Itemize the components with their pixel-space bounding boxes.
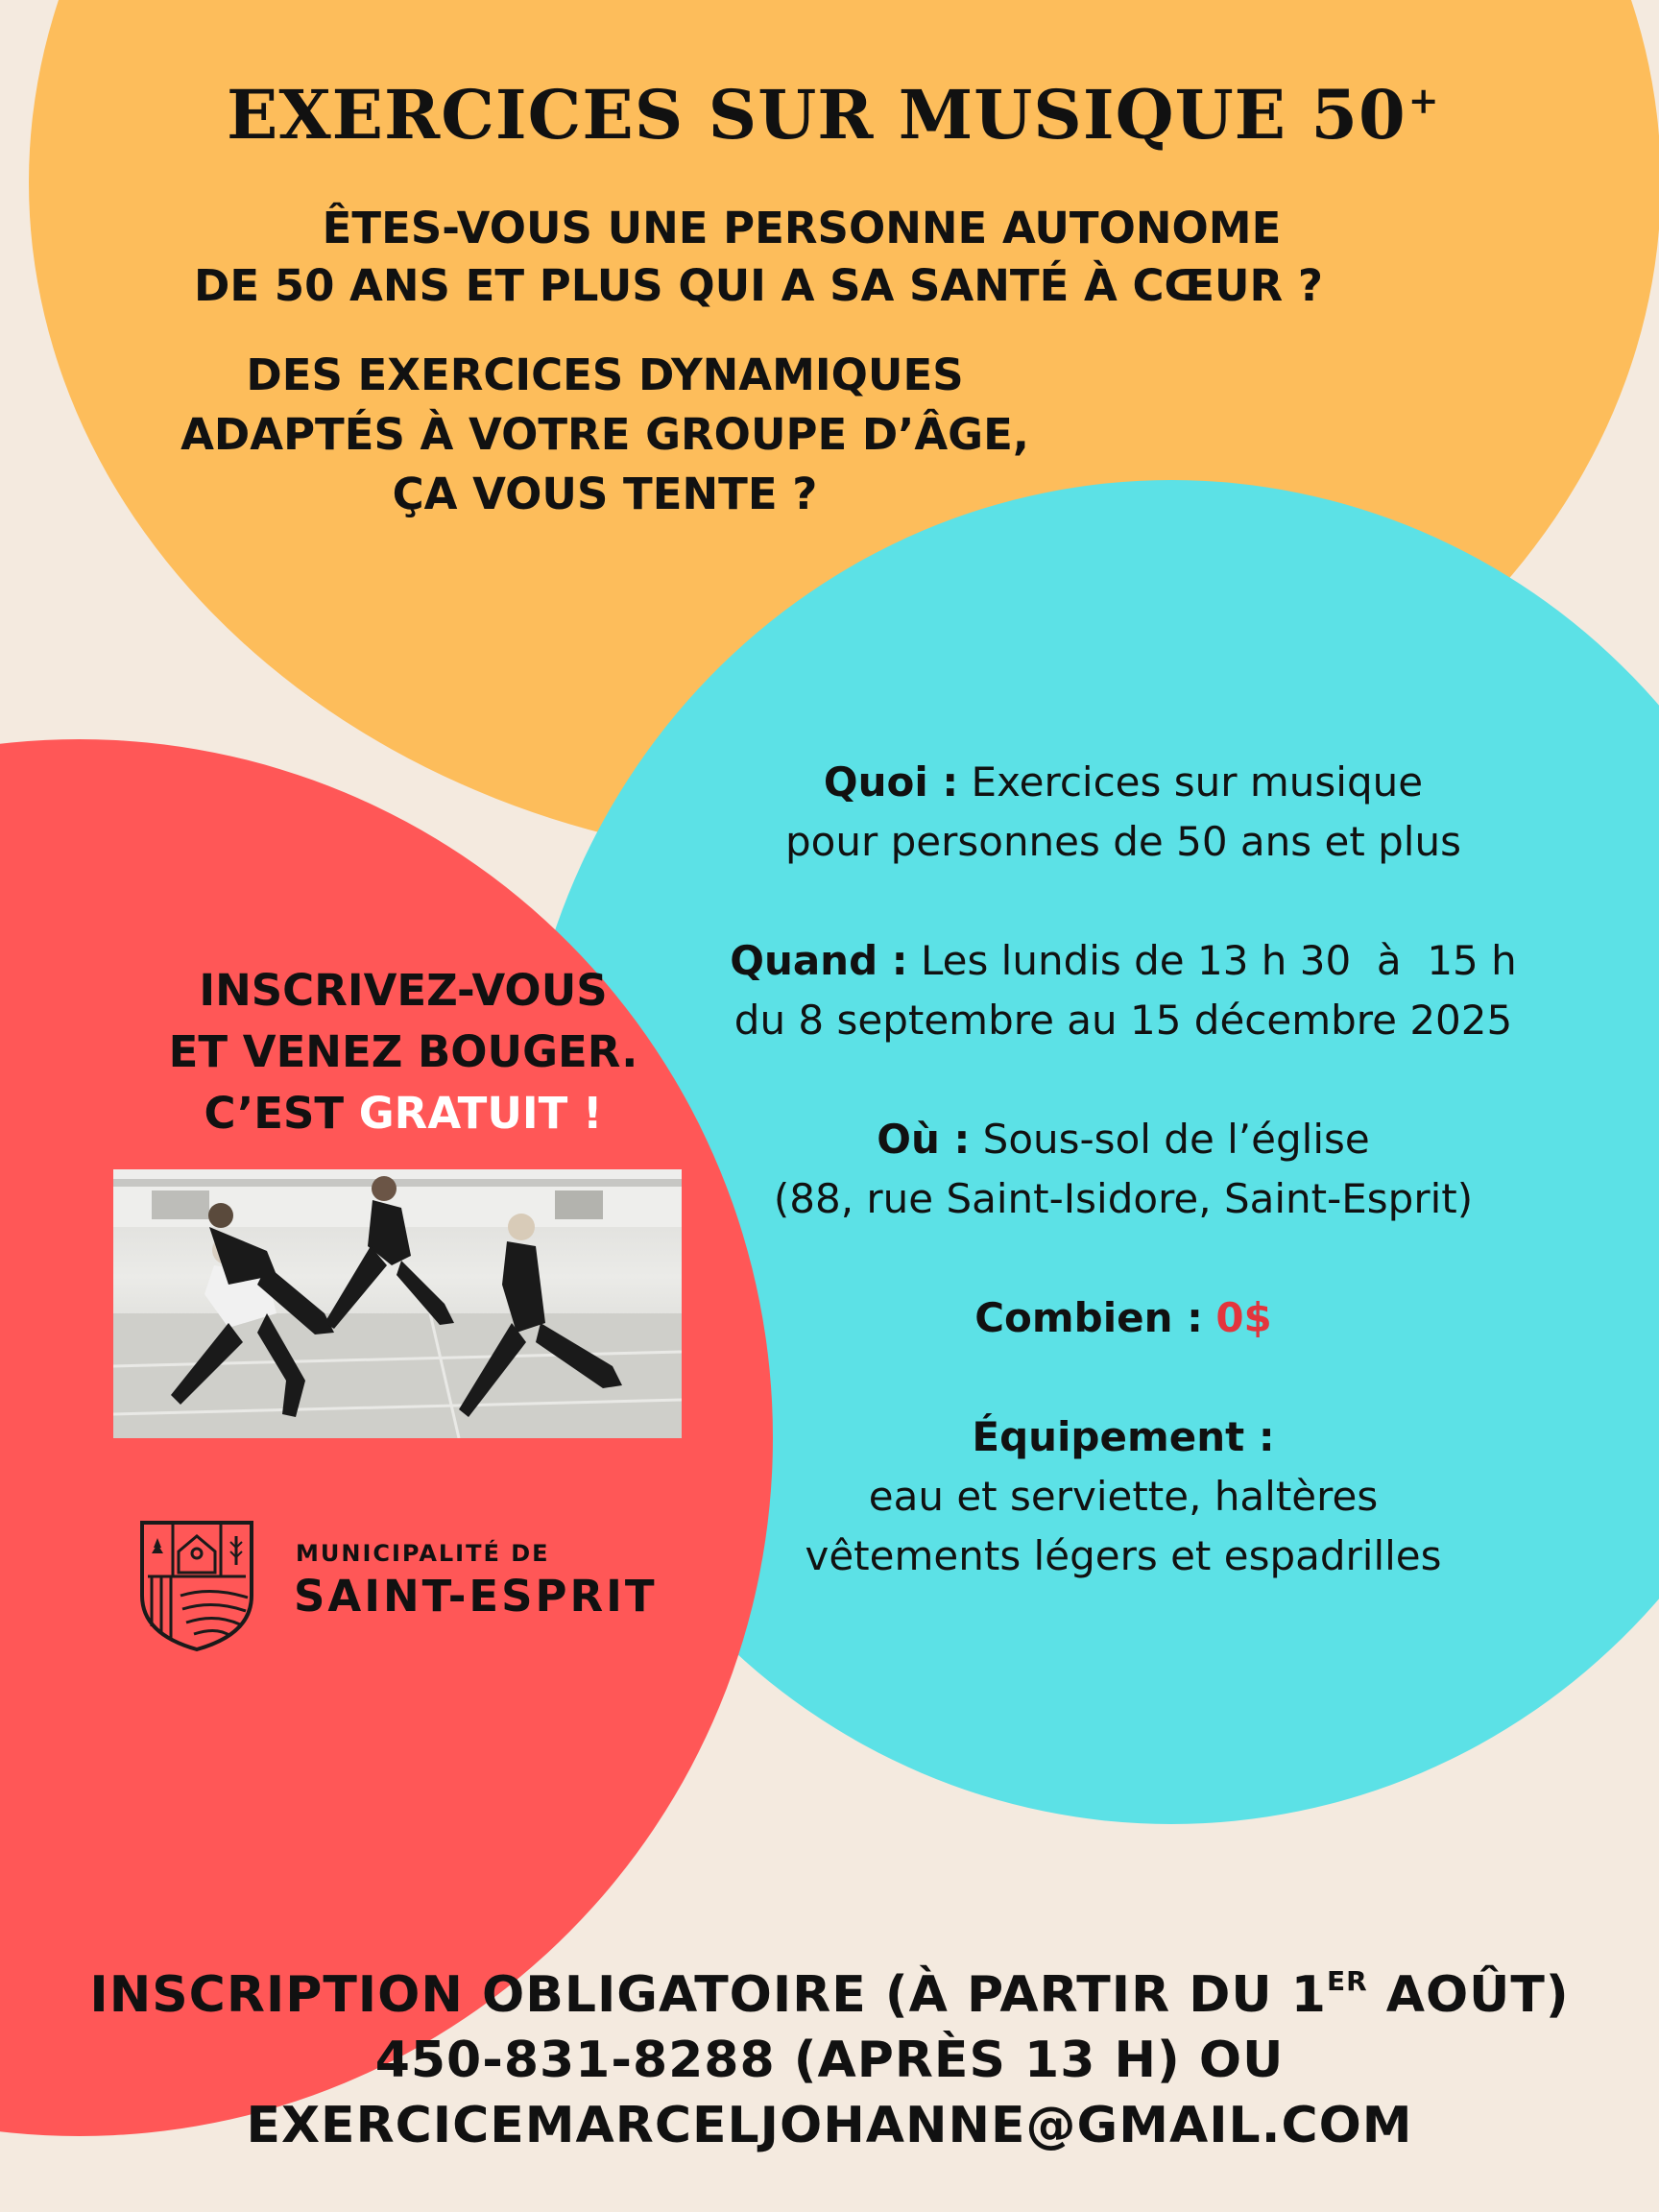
where-value: Sous-sol de l’église — [982, 1116, 1370, 1163]
when-value: Les lundis de 13 h 30 à 15 h — [920, 937, 1517, 984]
where-address: (88, rue Saint-Isidore, Saint-Esprit) — [773, 1175, 1474, 1222]
equipment-line: eau et serviette, haltères — [868, 1473, 1379, 1520]
registration-text-end: AOÛT) — [1367, 1966, 1570, 2024]
free-highlight: GRATUIT ! — [358, 1088, 603, 1139]
cta-line: INSCRIVEZ-VOUS — [199, 965, 608, 1016]
equipment-label: Équipement : — [972, 1413, 1275, 1460]
phone-number: 450-831-8288 (APRÈS 13 H) OU — [374, 2032, 1285, 2089]
activity-question — [154, 346, 1114, 524]
title-plus: + — [1407, 79, 1440, 122]
when-value-line2: du 8 septembre au 15 décembre 2025 — [733, 997, 1513, 1044]
detail-when — [691, 931, 1555, 1050]
equipment-line: vêtements légers et espadrilles — [805, 1532, 1442, 1579]
activity-question-line: DES EXERCICES DYNAMIQUES — [246, 349, 964, 400]
exercise-photo — [113, 1169, 682, 1438]
cta-line: C’EST — [204, 1088, 359, 1139]
exercise-photo-illustration — [113, 1169, 682, 1438]
cta-line: ET VENEZ BOUGER. — [168, 1026, 638, 1077]
what-value-line2: pour personnes de 50 ans et plus — [785, 818, 1461, 865]
page-title — [227, 75, 1440, 155]
email-address: EXERCICEMARCELJOHANNE@GMAIL.COM — [246, 2097, 1413, 2154]
registration-footer — [0, 1949, 1659, 2158]
call-to-action — [115, 960, 691, 1144]
intro-question-line: DE 50 ANS ET PLUS QUI A SA SANTÉ À CŒUR ? — [194, 260, 1323, 311]
registration-sup: ER — [1326, 1965, 1368, 1997]
what-value: Exercices sur musique — [971, 758, 1424, 805]
detail-cost — [691, 1288, 1555, 1348]
municipality-label: MUNICIPALITÉ DE — [296, 1540, 550, 1567]
when-label: Quand : — [730, 937, 908, 984]
title-text: EXERCICES SUR MUSIQUE 50 — [227, 75, 1407, 155]
municipal-crest-icon — [134, 1509, 259, 1653]
registration-text: INSCRIPTION OBLIGATOIRE (À PARTIR DU 1 — [89, 1966, 1327, 2024]
activity-question-line: ADAPTÉS À VOTRE GROUPE D’ÂGE, — [180, 409, 1029, 460]
detail-what — [691, 753, 1555, 872]
intro-question-line: ÊTES-VOUS UNE PERSONNE AUTONOME — [322, 203, 1282, 253]
cost-value: 0$ — [1215, 1294, 1272, 1341]
cost-label: Combien : — [974, 1294, 1203, 1341]
detail-equipment — [691, 1407, 1555, 1586]
what-label: Quoi : — [823, 758, 959, 805]
where-label: Où : — [877, 1116, 971, 1163]
activity-question-line: ÇA VOUS TENTE ? — [392, 469, 818, 519]
detail-where — [691, 1110, 1555, 1229]
intro-question — [182, 200, 1334, 315]
event-details — [691, 753, 1555, 1646]
municipality-name: SAINT-ESPRIT — [294, 1571, 658, 1622]
